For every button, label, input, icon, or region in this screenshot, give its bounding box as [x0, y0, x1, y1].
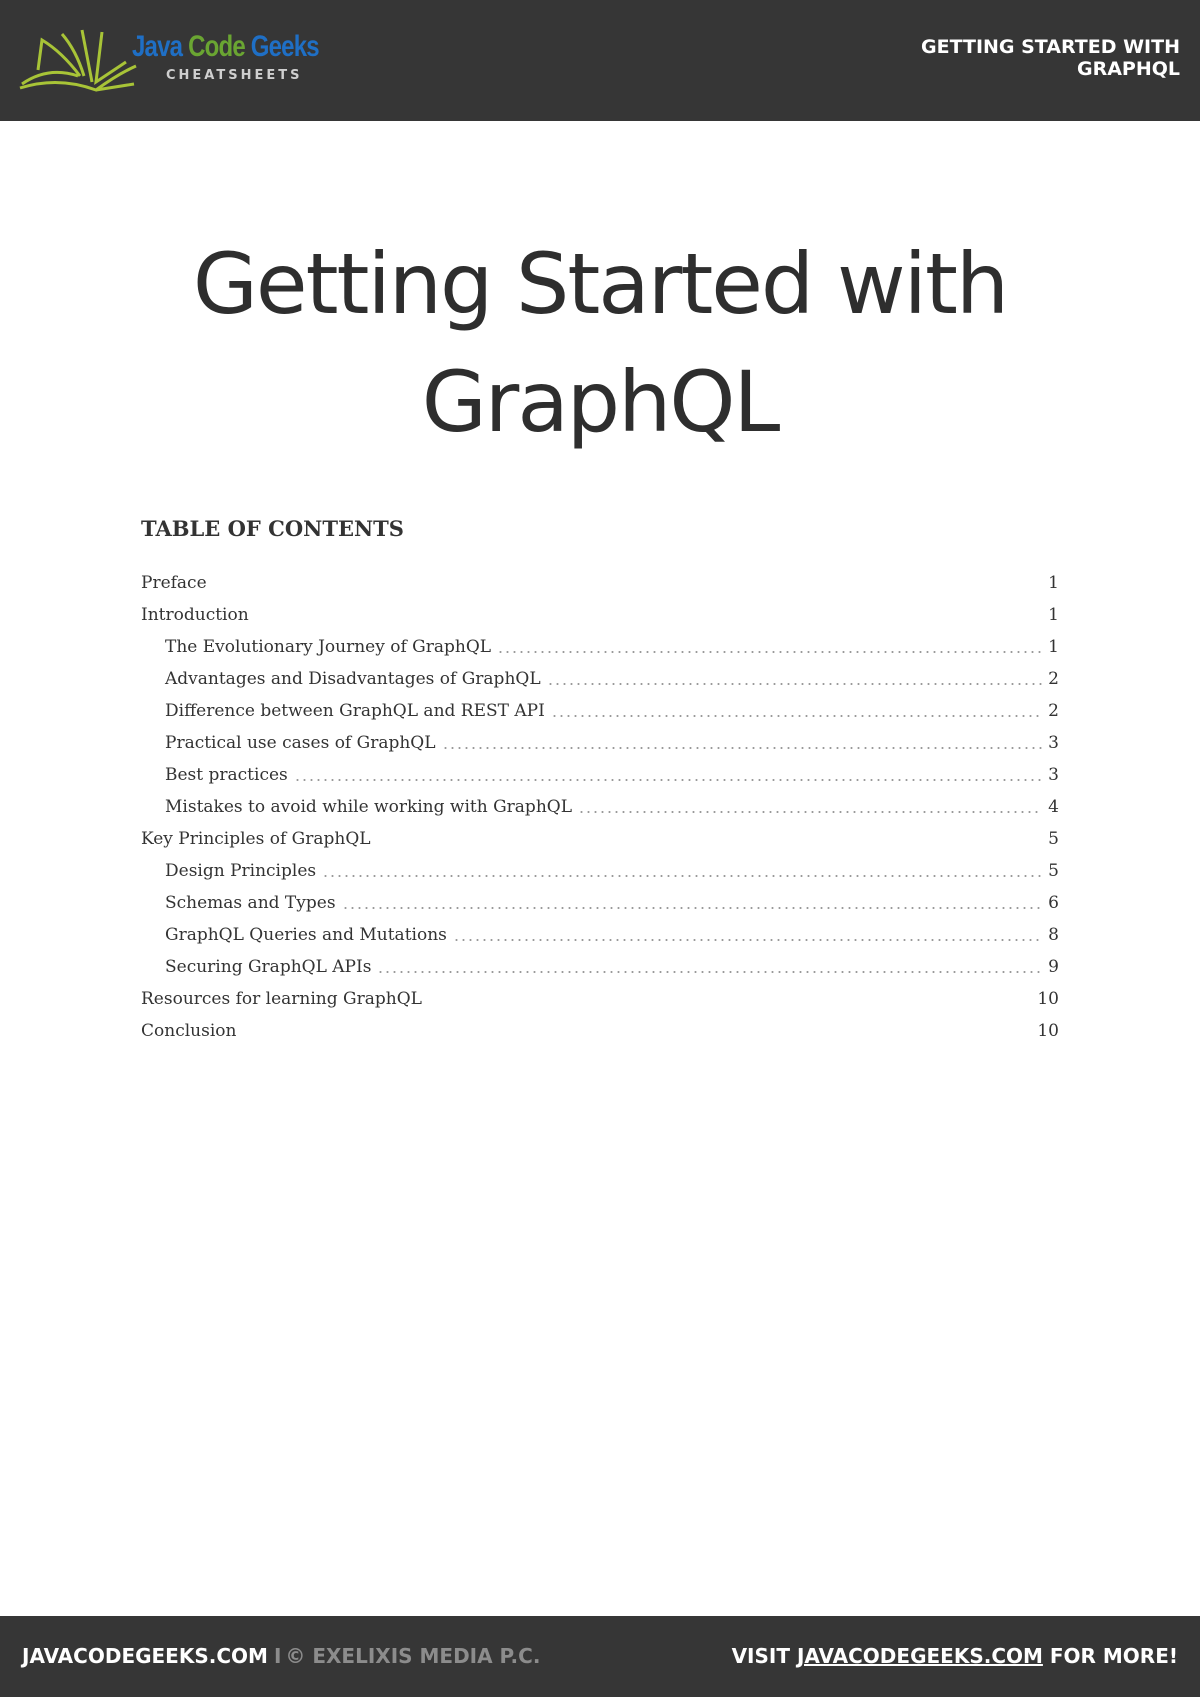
java-code-geeks-logo[interactable]: [18, 26, 318, 96]
toc-entry-page: 2: [1048, 701, 1059, 721]
toc-entry-label: Preface: [141, 573, 207, 593]
footer-visit-text: VISIT: [731, 1644, 790, 1668]
logo-word-java: Java: [132, 30, 183, 63]
toc-entry-page: 10: [1037, 989, 1059, 1009]
toc-entry-label: Design Principles: [165, 861, 317, 881]
footer-separator: I: [273, 1644, 282, 1668]
toc-entry-page: 3: [1048, 765, 1059, 785]
document-title-line-1: Getting Started with: [192, 235, 1008, 333]
toc-entry-page: 5: [1048, 829, 1059, 849]
toc-entry-page: 2: [1048, 669, 1059, 689]
toc-entry[interactable]: [141, 727, 1059, 759]
header-document-title: [860, 36, 1180, 80]
toc-dot-leader: [322, 875, 1042, 877]
toc-entry-label: Introduction: [141, 605, 249, 625]
toc-entry[interactable]: [141, 951, 1059, 983]
toc-heading: TABLE OF CONTENTS: [141, 516, 404, 541]
toc-entry[interactable]: [141, 983, 1059, 1015]
toc-dot-leader: [547, 683, 1043, 685]
footer-visit-link[interactable]: JAVACODEGEEKS.COM: [796, 1644, 1043, 1668]
toc-entry-page: 1: [1048, 573, 1059, 593]
toc-entry-label: Mistakes to avoid while working with GraphQL: [165, 797, 572, 817]
open-book-icon: [18, 26, 138, 96]
toc-entry-page: 10: [1037, 1021, 1059, 1041]
toc-entry[interactable]: [141, 695, 1059, 727]
toc-dot-leader: [551, 715, 1042, 717]
logo-word-code: Code: [188, 30, 245, 63]
toc-entry[interactable]: [141, 791, 1059, 823]
toc-entry[interactable]: [141, 1015, 1059, 1047]
toc-entry[interactable]: [141, 631, 1059, 663]
toc-entry-page: 9: [1048, 957, 1059, 977]
toc-entry-label: Schemas and Types: [165, 893, 336, 913]
toc-entry-label: The Evolutionary Journey of GraphQL: [165, 637, 492, 657]
toc-entry-page: 5: [1048, 861, 1059, 881]
toc-dot-leader: [342, 907, 1043, 909]
page-footer: [0, 1616, 1200, 1697]
toc-entry[interactable]: [141, 919, 1059, 951]
table-of-contents: [141, 567, 1059, 1047]
toc-dot-leader: [377, 971, 1042, 973]
toc-entry-label: Difference between GraphQL and REST API: [165, 701, 545, 721]
toc-entry[interactable]: [141, 887, 1059, 919]
toc-entry-label: Resources for learning GraphQL: [141, 989, 422, 1009]
page-header: [0, 0, 1200, 121]
toc-entry-page: 1: [1048, 637, 1059, 657]
footer-for-more-text: FOR MORE!: [1049, 1644, 1178, 1668]
footer-copyright: [22, 1644, 540, 1668]
logo-subtitle: CHEATSHEETS: [166, 68, 303, 83]
toc-entry-label: Securing GraphQL APIs: [165, 957, 372, 977]
toc-dot-leader: [578, 811, 1042, 813]
toc-entry[interactable]: [141, 567, 1059, 599]
toc-dot-leader: [294, 779, 1042, 781]
toc-entry-label: Best practices: [165, 765, 288, 785]
toc-entry-page: 8: [1048, 925, 1059, 945]
toc-entry[interactable]: [141, 855, 1059, 887]
logo-word-geeks: Geeks: [250, 30, 319, 63]
toc-entry[interactable]: [141, 823, 1059, 855]
toc-entry-label: Practical use cases of GraphQL: [165, 733, 436, 753]
document-title-line-2: GraphQL: [421, 353, 779, 451]
toc-dot-leader: [497, 651, 1042, 653]
toc-entry-label: Key Principles of GraphQL: [141, 829, 371, 849]
header-title-line-1: GETTING STARTED WITH: [921, 36, 1180, 58]
logo-wordmark: [132, 30, 319, 64]
toc-entry-page: 6: [1048, 893, 1059, 913]
header-title-line-2: GRAPHQL: [1076, 58, 1180, 80]
footer-copyright-text: © EXELIXIS MEDIA P.C.: [285, 1644, 541, 1668]
toc-entry-label: Advantages and Disadvantages of GraphQL: [165, 669, 541, 689]
toc-entry[interactable]: [141, 599, 1059, 631]
toc-entry[interactable]: [141, 759, 1059, 791]
toc-dot-leader: [442, 747, 1043, 749]
toc-entry[interactable]: [141, 663, 1059, 695]
toc-entry-page: 1: [1048, 605, 1059, 625]
footer-site-link[interactable]: JAVACODEGEEKS.COM: [22, 1644, 268, 1668]
footer-visit: [732, 1644, 1178, 1668]
toc-entry-label: Conclusion: [141, 1021, 237, 1041]
toc-entry-page: 4: [1048, 797, 1059, 817]
toc-dot-leader: [453, 939, 1042, 941]
document-title: [150, 225, 1050, 461]
toc-entry-label: GraphQL Queries and Mutations: [165, 925, 447, 945]
toc-entry-page: 3: [1048, 733, 1059, 753]
